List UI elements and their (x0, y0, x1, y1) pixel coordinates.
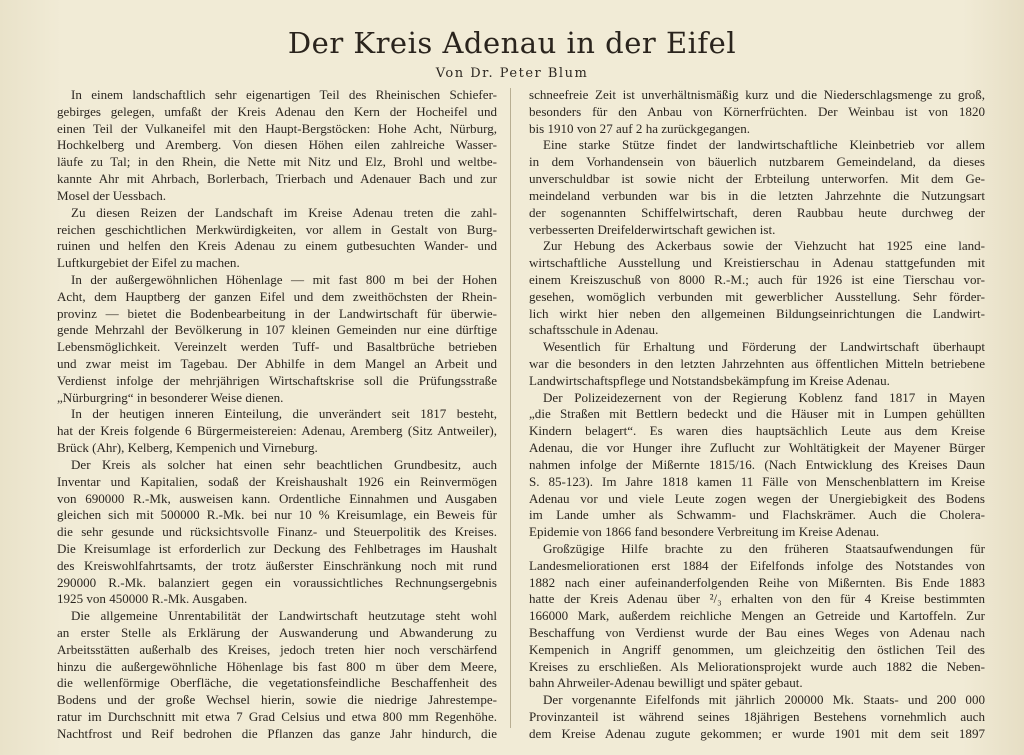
text-line: gesehen, womöglich verbunden mit gewerblicher Ausstellung. Sehr förder- (529, 288, 985, 304)
article-byline: Von Dr. Peter Blum (435, 66, 589, 81)
text-line: Eine starke Stütze findet der landwirtschaftliche Kleinbetrieb vor allem (543, 137, 985, 153)
text-line: „Nürburgring“ in besonderer Weise dienen. (57, 389, 284, 405)
text-line: Lebensmöglichkeit. Vereinzelt werden Tuff- und Basaltbrüche betrieben (57, 339, 497, 355)
text-line: In der heutigen inneren Einteilung, die unverändert seit 1817 besteht, (71, 406, 497, 422)
text-line: Adenau, die vor Hunger ihre Zuflucht zur Wohltätigkeit der Mayener Bürger (529, 440, 985, 456)
text-line: Epidemie von 1866 fand besondere Verbreitung im Kreise Adenau. (529, 524, 880, 540)
text-line: Bodens und der große Wechsel hierin, sowie die niedrige Jahrestempe- (57, 692, 497, 708)
text-line: und zwar meist im Tagebau. Der Abhilfe in dem Mangel an Arbeit und (57, 356, 497, 371)
text-line: Kempenich in Angriff genommen, um gleichzeitig den östlichen Teil des (529, 641, 985, 657)
text-line: wirtschaftliche Ausstellung und Kreistierschau in Adenau stattgefunden mit (529, 255, 985, 271)
text-line: Mosel der Uessbach. (57, 187, 167, 203)
text-line: der sogenannten Schiffelwirtschaft, deren Raubbau heute durchweg der (529, 204, 985, 220)
text-line: schaftsschule in Adenau. (529, 322, 659, 338)
text-line: reichen geschichtlichen Merkwürdigkeiten, vor allem in Gestalt von Burg- (57, 221, 497, 237)
text-line: besonders für den Anbau von Körnerfrüchten. Der Weinbau ist von 1820 (529, 103, 985, 119)
text-line: Der Polizeidezernent von der Regierung Koblenz fand 1817 in Mayen (543, 389, 985, 405)
text-line: Verdienst infolge der mehrjährigen Wirtschaftskrise soll die Prüfungsstraße (57, 372, 497, 388)
right-column (529, 87, 985, 743)
text-line: Die allgemeine Unrentabilität der Landwirtschaft heutzutage steht wohl (71, 608, 497, 624)
text-line: Der Kreis als solcher hat einen sehr beachtlichen Grundbesitz, auch (71, 456, 497, 472)
text-line: läufe zu Tal; in den Rhein, die Nette mit Nitz und Elz, Brohl und weltbe- (57, 154, 497, 170)
text-line: in dem Vorhandensein von bäuerlich nutzbarem Gemeindeland, da dieses (529, 154, 985, 170)
text-line: Kindern belagert“. Es waren dies hauptsächlich Leute aus dem Kreise (529, 423, 985, 439)
text-line: Inventar und Kapitalien, sodaß der Kreishaushalt 1926 ein Reinvermögen (57, 473, 497, 489)
text-line: verbesserten Dreifelderwirtschaft gewichen ist. (529, 221, 776, 237)
text-line: einem Kreiszuschuß von 8000 R.-M.; auch für 1926 ist eine Tierschau vor- (529, 271, 985, 287)
text-line: bis 1910 von 27 auf 2 ha zurückgegangen. (529, 120, 751, 136)
text-line: an erster Stelle als Erklärung der Auswanderung und Abwanderung zu (57, 625, 497, 640)
text-line: war die besonders in den letzten Jahrzehnten aus öffentlichen Mitteln betriebene (529, 356, 985, 371)
text-line: Acht, dem Hauptberg der ganzen Eifel und dem zweithöchsten der Rhein- (57, 288, 497, 304)
text-line: des Kreiswohlfahrtsamts, der trotz äußerster Einschränkung noch mit rund (57, 557, 497, 573)
article-title: Der Kreis Adenau in der Eifel (287, 26, 737, 60)
text-line: 290000 R.-Mk. balanziert gegen ein voraussichtliches Rechnungsergebnis (57, 574, 497, 590)
text-line: Die Kreisumlage ist erforderlich zur Deckung des Fehlbetrages im Haushalt (57, 540, 497, 556)
text-line: Hochkelberg und Aremberg. Von diesen Höhen eilen zahlreiche Wasser- (57, 137, 497, 153)
text-line: einen Teil der Vulkaneifel mit den Haupt-Bergstöcken: Hohe Acht, Nürburg, (57, 120, 497, 136)
text-line: bahn Ahrweiler-Adenau bewilligt und später gebaut. (529, 675, 803, 691)
text-line: Adenau vor und viele Leute zogen wegen der Unergiebigkeit des Bodens (529, 490, 985, 506)
text-line: ruinen und helfen den Kreis Adenau zu einem gutbesuchten Wander- und (57, 238, 497, 254)
text-line: die wellenförmige Oberfläche, die vegetationsfeindliche Beschaffenheit des (57, 675, 497, 691)
text-line: die sehr gesunde und rücksichtsvolle Finanz- und Steuerpolitik des Kreises. (57, 524, 497, 540)
text-line: provinz — bietet die Bodenbearbeitung in der Landwirtschaft für überwie- (57, 305, 497, 321)
text-line: im Lande umher als Schwamm- und Flachskrämer. Auch die Cholera- (529, 507, 985, 523)
text-line: hat der Kreis folgende 6 Bürgermeistereien: Adenau, Aremberg (Sitz Antweiler), (57, 423, 497, 439)
text-line: unverschuldbar ist sowie nicht der Erbteilung unterworfen. Mit dem Ge- (529, 171, 985, 187)
text-line: Landesmeliorationen erst 1884 der Eifelfonds infolge des Notstandes von (529, 557, 985, 573)
text-line: Brück (Ahr), Kelberg, Kempenich und Virneburg. (57, 440, 318, 456)
text-line: Arbeitsstätten außerhalb des Kreises, jedoch treten hier noch verschärfend (57, 641, 497, 657)
text-line: Landwirtschaftspflege und Notstandsbekämpfung im Kreise Adenau. (529, 372, 890, 388)
text-line: von 690000 R.-Mk, ausweisen kann. Ordentliche Einnahmen und Ausgaben (57, 490, 497, 506)
text-line: gleichen sich mit 500000 R.-Mk. bei nur 10 % Kreisumlage, ein Beweis für (57, 507, 497, 523)
text-line: 166000 Mark, außerdem reichliche Mengen an Getreide und Kartoffeln. Zur (529, 608, 985, 624)
left-column (57, 87, 497, 743)
text-line: schneefreie Zeit ist unverhältnismäßig kurz und die Niederschlagsmenge zu groß, (529, 87, 985, 102)
text-line: gende Mehrzahl der Bevölkerung in 107 kleinen Gemeinden nur eine dürftige (57, 322, 497, 338)
text-line: Großzügige Hilfe brachte zu den früheren Staatsaufwendungen für (543, 540, 985, 556)
text-line: In der außergewöhnlichen Höhenlage — mit fast 800 m bei der Hohen (71, 271, 497, 287)
text-line: 1882 nach einer aufeinanderfolgenden Reihe von Mißernten. Bis Ende 1883 (529, 574, 985, 590)
text-line: Nachtfrost und Reif bedrohen die Pflanzen das ganze Jahr hindurch, die (57, 725, 497, 741)
text-line: S. 85-123). Im Jahre 1818 kamen 11 Fälle von Menschenblattern im Kreise (529, 473, 985, 489)
text-line: Wesentlich für Erhaltung und Förderung der Landwirtschaft überhaupt (543, 339, 985, 355)
text-line: meindeland verbunden war bis in die letzten Jahrzehnte die Nutzungsart (529, 187, 985, 203)
text-line: nahmen infolge der Mißernte 1815/16. (Nach Entwicklung des Kreises Daun (529, 456, 985, 472)
text-line: dem Kreise Adenau zugute gekommen; er wurde 1901 mit dem seit 1897 (529, 725, 985, 741)
text-line: kannte Ahr mit Ahrbach, Borlerbach, Trierbach und Adenauer Bach und zur (57, 171, 497, 187)
text-line: 1925 von 450000 R.-Mk. Ausgaben. (57, 591, 248, 607)
text-line: hatte der Kreis Adenau über ²/₃ erhalten von den für 4 Kreise bestimmten (529, 591, 985, 607)
text-line: ratur im Durchschnitt mit etwa 7 Grad Celsius und etwa 800 mm Regenhöhe. (57, 709, 497, 725)
text-line: hinzu die außergewöhnliche Höhenlage bis fast 800 m über dem Meere, (57, 658, 497, 674)
text-line: Luftkurgebiet der Eifel zu machen. (57, 255, 240, 271)
text-line: gebirges gelegen, umfaßt der Kreis Adenau den Kern der Hocheifel und (57, 103, 497, 119)
column-divider (510, 88, 511, 728)
text-line: Provinzanteil ist während seines 18jährigen Bestehens vornehmlich auch (529, 709, 985, 725)
text-line: Zu diesen Reizen der Landschaft im Kreise Adenau treten die zahl- (71, 204, 497, 220)
text-line: Zur Hebung des Ackerbaus sowie der Viehzucht hat 1925 eine land- (543, 238, 985, 254)
text-line: Der vorgenannte Eifelfonds mit jährlich 200000 Mk. Staats- und 200 000 (543, 692, 985, 708)
text-line: In einem landschaftlich sehr eigenartigen Teil des Rheinischen Schiefer- (71, 87, 497, 102)
text-line: Beschaffung von Verdienst wurde der Bau eines Weges von Adenau nach (529, 625, 985, 640)
text-line: Kreises zu erschließen. Als Meliorationsprojekt wurde auch 1882 die Neben- (529, 658, 985, 674)
text-line: lich wirkt hier neben den allgemeinen Bildungseinrichtungen die Landwirt- (529, 305, 985, 321)
text-line: „die Straßen mit Bettlern bedeckt und die Häuser mit in Lumpen gehüllten (529, 406, 985, 422)
